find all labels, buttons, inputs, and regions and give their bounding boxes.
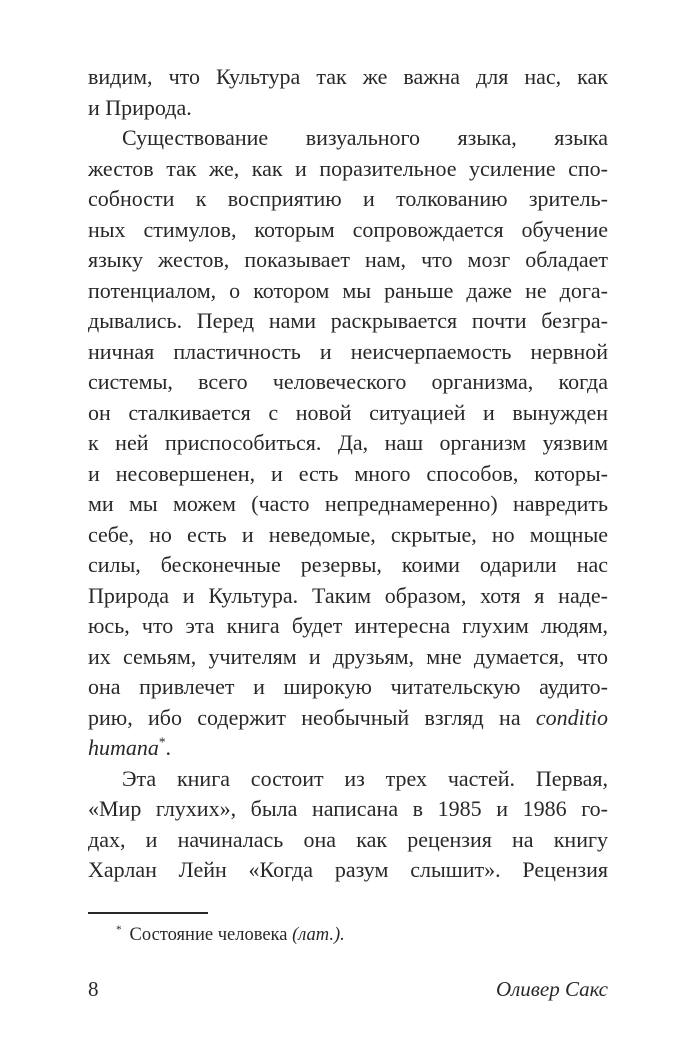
text-segment: дывались. Перед нами раскрывается почти безгра- bbox=[88, 308, 608, 333]
text-segment: ми мы можем (часто непреднамеренно) навредить bbox=[88, 491, 608, 516]
text-line bbox=[88, 642, 608, 673]
text-segment: рию, ибо содержит необычный взгляд на bbox=[88, 704, 536, 730]
text-segment: жестов так же, как и поразительное усиление спо- bbox=[88, 155, 608, 181]
text-line bbox=[88, 398, 608, 429]
text-segment: (лат.). bbox=[292, 925, 345, 945]
text-line bbox=[88, 703, 608, 734]
text-segment: их семьям, учителям и друзьям, мне думается, что bbox=[88, 643, 608, 669]
text-segment: и несовершенен, и есть много способов, которы- bbox=[88, 460, 608, 486]
text-segment: системы, всего человеческого организма, когда bbox=[88, 369, 608, 394]
text-line bbox=[88, 550, 608, 581]
text-line bbox=[88, 215, 608, 246]
text-segment: «Мир глухих», была написана в 1985 и 1986 го- bbox=[88, 796, 608, 821]
text-line bbox=[88, 733, 608, 764]
footnote-marker: * bbox=[158, 734, 166, 750]
text-line bbox=[88, 794, 608, 825]
text-segment: humana bbox=[88, 735, 159, 760]
footnote bbox=[88, 923, 608, 947]
text-segment: юсь, что эта книга будет интересна глухим людям, bbox=[88, 613, 608, 638]
text-segment: Природа и Культура. Таким образом, хотя я наде- bbox=[88, 582, 608, 608]
body-text bbox=[88, 62, 608, 886]
text-segment: потенциалом, о котором мы раньше даже не дога- bbox=[88, 277, 608, 303]
text-segment: она привлечет и широкую читательскую аудито- bbox=[88, 674, 608, 699]
text-line bbox=[88, 764, 608, 795]
text-segment: языку жестов, показывает нам, что мозг обладает bbox=[88, 247, 608, 272]
page-footer bbox=[88, 977, 608, 1001]
footnote-separator bbox=[88, 912, 208, 914]
text-segment: силы, бесконечные резервы, коими одарили нас bbox=[88, 552, 608, 577]
text-segment: Существование визуального языка, языка bbox=[122, 125, 608, 150]
text-line bbox=[88, 276, 608, 307]
text-line bbox=[88, 367, 608, 398]
page-number: 8 bbox=[88, 977, 99, 1001]
text-segment: к ней приспособиться. Да, наш организм уязвим bbox=[88, 430, 608, 455]
text-segment: Состояние человека bbox=[129, 925, 293, 945]
text-segment: собности к восприятию и толкованию зритель- bbox=[88, 186, 608, 211]
text-segment: дах, и начиналась она как рецензия на книгу bbox=[88, 826, 608, 852]
text-line bbox=[88, 245, 608, 276]
text-segment: Эта книга состоит из трех частей. Первая, bbox=[122, 765, 608, 791]
text-line bbox=[88, 306, 608, 337]
running-title-author: Оливер Сакс bbox=[495, 977, 608, 1001]
text-line bbox=[88, 184, 608, 215]
text-line bbox=[88, 825, 608, 856]
text-segment: Харлан Лейн «Когда разум слышит». Рецензия bbox=[88, 857, 608, 882]
text-line bbox=[88, 489, 608, 520]
footnote-marker: * bbox=[116, 923, 122, 936]
text-line bbox=[88, 459, 608, 490]
text-line bbox=[88, 581, 608, 612]
text-line bbox=[88, 672, 608, 703]
text-line bbox=[88, 154, 608, 185]
text-line bbox=[88, 62, 608, 93]
text-segment: . bbox=[165, 735, 171, 760]
text-segment: conditio bbox=[535, 704, 608, 730]
text-line bbox=[88, 611, 608, 642]
text-line bbox=[88, 337, 608, 368]
text-segment: ничная пластичность и неисчерпаемость нервной bbox=[88, 338, 608, 364]
text-segment: ных стимулов, которым сопровождается обучение bbox=[88, 216, 608, 242]
text-segment: и Природа. bbox=[88, 94, 192, 120]
text-line bbox=[88, 520, 608, 551]
text-segment: себе, но есть и неведомые, скрытые, но мощные bbox=[88, 521, 608, 547]
text-line bbox=[88, 855, 608, 886]
text-line bbox=[88, 428, 608, 459]
text-line bbox=[88, 93, 608, 124]
text-segment: видим, что Культура так же важна для нас, как bbox=[88, 64, 608, 89]
text-line bbox=[88, 123, 608, 154]
text-segment: он сталкивается с новой ситуацией и вынужден bbox=[88, 399, 608, 425]
